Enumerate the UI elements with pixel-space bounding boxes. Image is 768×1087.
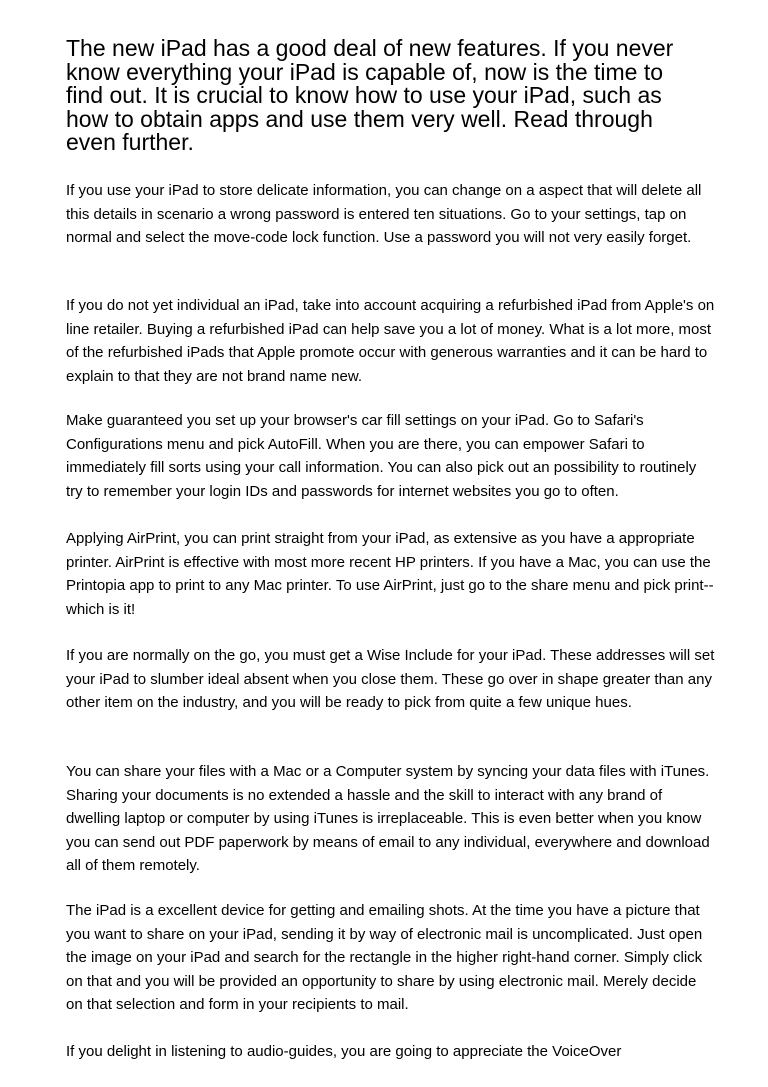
paragraph-airprint: Applying AirPrint, you can print straight from your iPad, as extensive as you have a appropriate printer. AirPrint is effective with most more recent HP printers. If you have a Mac, you can use the Printopia app to print to any Mac printer. To use AirPrint, just go to the share menu and pick print--which is it!	[66, 530, 714, 618]
paragraph-itunes-sharing: You can share your files with a Mac or a Computer system by syncing your data files with iTunes. Sharing your documents is no extended a hassle and the skill to interact with any brand of dwelling laptop or computer by using iTunes is irreplaceable. This is even better when you know you can send out PDF paperwork by means of email to any individual, everywhere and download all of them remotely.	[66, 763, 710, 875]
article-title: The new iPad has a good deal of new features. If you never know everything your iPad is capable of, now is the time to find out. It is crucial to know how to use your iPad, such as how to obtain apps and use them very well. Read through even further.	[66, 35, 674, 155]
paragraph-refurbished-ipad: If you do not yet individual an iPad, take into account acquiring a refurbished iPad from Apple's on line retailer. Buying a refurbished iPad can help save you a lot of money. What is a lot more, most of the refurbished iPads that Apple promote occur with generous warranties and it can be hard to explain to that they are not brand name new.	[66, 297, 715, 385]
paragraph-emailing-photos: The iPad is a excellent device for getting and emailing shots. At the time you have a picture that you want to share on your iPad, sending it by way of electronic mail is uncomplicated. Just open the image on your iPad and search for the rectangle in the higher right-hand corner. Simply click on that and you will be provided an opportunity to share by using electronic mail. Merely decide on that selection and form in your recipients to mail.	[66, 902, 703, 1014]
paragraph-autofill: Make guaranteed you set up your browser's car fill settings on your iPad. Go to Safari's Configurations menu and pick AutoFill. When you are there, you can empower Safari to immediately fill sorts using your call information. You can also pick out an possibility to routinely try to remember your login IDs and passwords for internet websites you go to often.	[66, 412, 697, 500]
paragraph-voiceover: If you delight in listening to audio-guides, you are going to appreciate the VoiceOver	[66, 1043, 622, 1060]
paragraph-smart-cover: If you are normally on the go, you must get a Wise Include for your iPad. These addresses will set your iPad to slumber ideal absent when you close them. These go over in shape greater than any other item on the industry, and you will be ready to pick from quite a few unique hues.	[66, 647, 715, 712]
paragraph-password-lock: If you use your iPad to store delicate information, you can change on a aspect that will delete all this details in scenario a wrong password is entered ten situations. Go to your settings, tap on normal and select the move-code lock function. Use a password you will not very easily forget.	[66, 182, 702, 247]
